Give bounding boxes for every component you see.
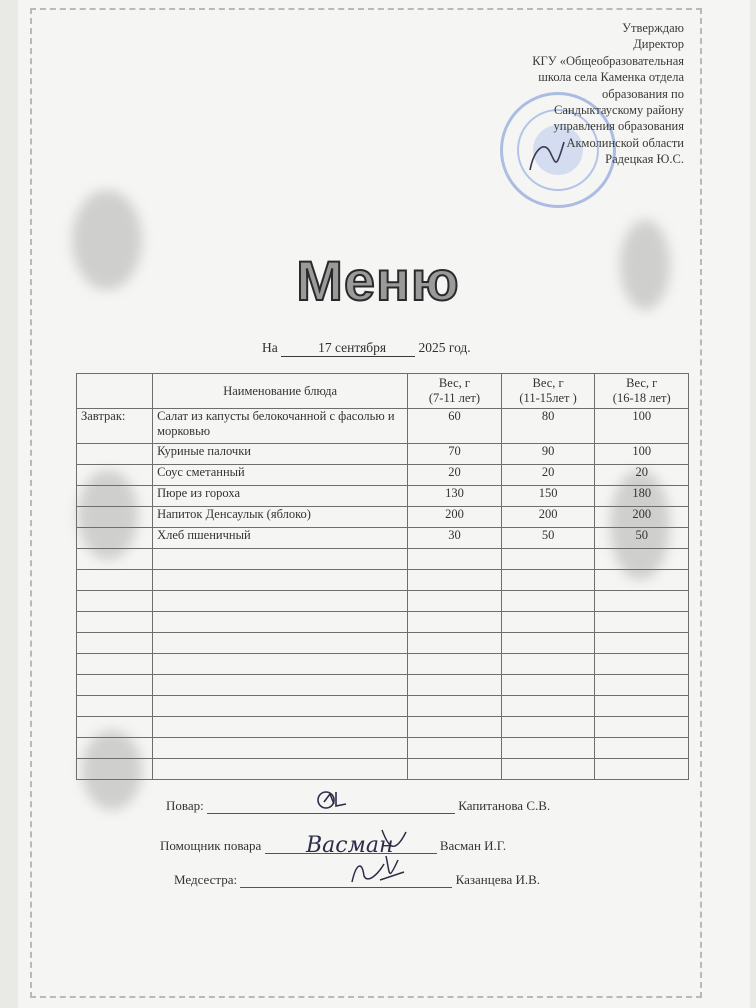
approval-line: КГУ «Общеобразовательная (532, 53, 684, 68)
empty-row (77, 570, 689, 591)
approval-line: управления образования (553, 119, 684, 134)
approval-line: Сандыктаускому району (554, 103, 684, 118)
empty-row (77, 633, 689, 654)
weight-cell: 90 (501, 444, 595, 465)
page-title: Меню (296, 249, 460, 312)
weight-cell: 130 (408, 486, 501, 507)
weight-cell: 30 (408, 528, 501, 549)
header-age-range: (16-18 лет) (612, 391, 671, 405)
assistant-name: Васман И.Г. (439, 838, 507, 853)
assistant-signature-text: Васман (306, 833, 394, 858)
empty-row (77, 591, 689, 612)
header-weight-11-15 (501, 374, 595, 409)
table-row (77, 528, 689, 549)
empty-row (77, 717, 689, 738)
approval-line: Директор (633, 37, 684, 52)
weight-cell: 20 (595, 465, 689, 486)
meal-cell (77, 507, 153, 528)
weight-cell: 100 (595, 444, 689, 465)
header-weight-label: Вес, г (438, 376, 471, 390)
empty-row (77, 675, 689, 696)
weight-cell: 20 (408, 465, 501, 486)
date-value: 17 сентября (281, 340, 415, 357)
weight-cell: 20 (501, 465, 595, 486)
weight-cell: 180 (595, 486, 689, 507)
weight-cell: 200 (501, 507, 595, 528)
meal-cell (77, 465, 153, 486)
dish-cell: Куриные палочки (153, 444, 408, 465)
meal-cell (77, 528, 153, 549)
empty-row (77, 696, 689, 717)
dish-cell: Салат из капусты белокочанной с фасолью и морковью (153, 409, 408, 444)
table-row (77, 507, 689, 528)
dish-cell: Напиток Денсаулык (яблоко) (153, 507, 408, 528)
approval-block (474, 20, 684, 168)
weight-cell: 100 (595, 409, 689, 444)
weight-cell: 80 (501, 409, 595, 444)
empty-row (77, 612, 689, 633)
approval-line: Акмолинской области (566, 135, 684, 150)
approval-line: Утверждаю (622, 21, 684, 35)
dish-cell: Пюре из гороха (153, 486, 408, 507)
empty-row (77, 738, 689, 759)
empty-row (77, 654, 689, 675)
header-weight-label: Вес, г (626, 376, 658, 390)
table-header-row (77, 374, 689, 409)
weight-cell: 50 (595, 528, 689, 549)
header-age-range: (7-11 лет) (428, 391, 481, 405)
weight-cell: 50 (501, 528, 595, 549)
header-meal (77, 374, 153, 409)
approval-line: образования по (601, 86, 684, 101)
header-weight-16-18 (595, 374, 689, 409)
nurse-label: Медсестра: (174, 872, 238, 887)
nurse-signature (348, 852, 408, 888)
table-row (77, 444, 689, 465)
empty-row (77, 549, 689, 570)
date-prefix: На (262, 340, 278, 355)
cook-name: Капитанова С.В. (458, 798, 551, 813)
header-dish: Наименование блюда (153, 374, 408, 409)
table-row (77, 486, 689, 507)
approval-line: школа села Каменка отдела (538, 70, 684, 85)
approval-line: Радецкая Ю.С. (605, 152, 684, 167)
table-row (77, 465, 689, 486)
header-age-range: (11-15лет ) (519, 391, 577, 405)
weight-cell: 150 (501, 486, 595, 507)
weight-cell: 70 (408, 444, 501, 465)
nurse-name: Казанцева И.В. (455, 872, 541, 887)
meal-cell (77, 486, 153, 507)
signature-blank (240, 873, 452, 888)
director-signature (520, 130, 570, 180)
cook-signature (312, 786, 362, 812)
header-weight-label: Вес, г (532, 376, 564, 390)
meal-cell: Завтрак: (77, 409, 153, 444)
dish-cell: Соус сметанный (153, 465, 408, 486)
table-row (77, 409, 689, 444)
weight-cell: 200 (595, 507, 689, 528)
menu-table (76, 373, 689, 780)
empty-row (77, 759, 689, 780)
weight-cell: 200 (408, 507, 501, 528)
weight-cell: 60 (408, 409, 501, 444)
cook-label: Повар: (166, 798, 204, 813)
meal-cell (77, 444, 153, 465)
date-line (262, 340, 471, 357)
dish-cell: Хлеб пшеничный (153, 528, 408, 549)
assistant-label: Помощник повара (160, 838, 262, 853)
header-weight-7-11 (408, 374, 501, 409)
date-suffix: 2025 год. (418, 340, 471, 355)
